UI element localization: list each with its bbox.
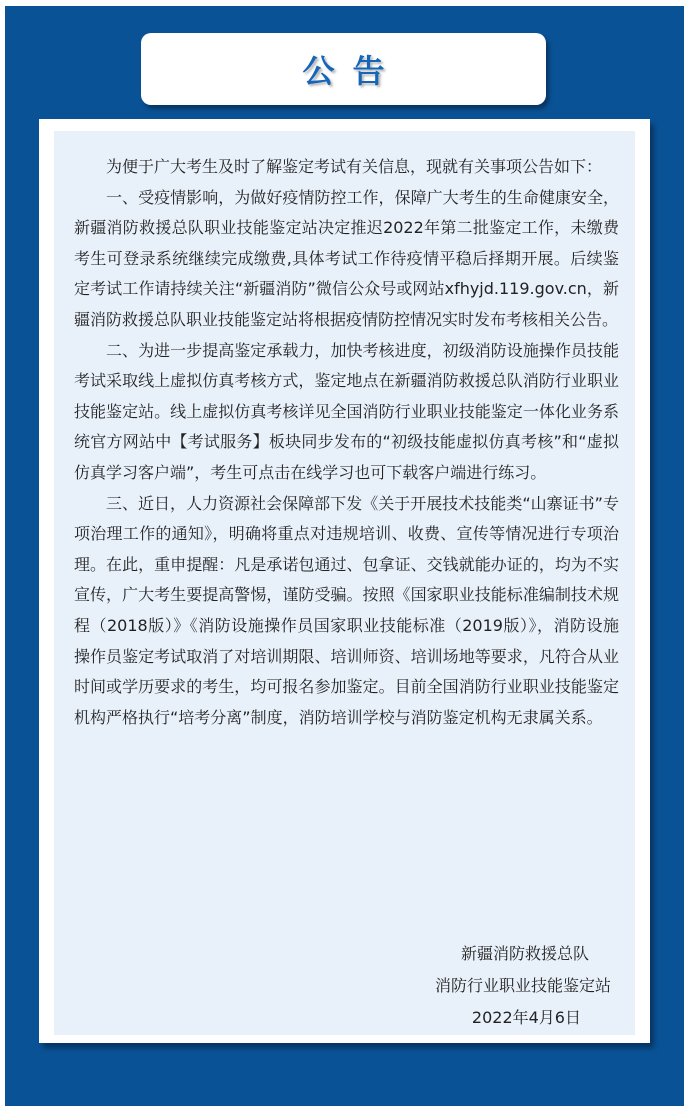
intro-paragraph: 为便于广大考生及时了解鉴定考试有关信息，现就有关事项公告如下： [106,157,603,176]
notice-item-3: 三、近日，人力资源社会保障部下发《关于开展技术技能类“山寨证书”专项治理工作的通知》，明确将重点对违规培训、收费、宣传等情况进行专项治理。在此，重申提醒：凡是承诺包通过、包拿证、交钱就能办证的，均为不实宣传，广大考生要提高警惕，谨防受骗。按照《国家职业技能标准编制技术规程（2018版）》《消防设施操作员国家职业技能标准（2019版）》，消防设施操作员鉴定考试取消了对培训期限、培训师资、培训场地等要求，凡符合从业时间或学历要求的考生，均可报名参加鉴定。目前全国消防行业职业技能鉴定机构严格执行“培考分离”制度，消防培训学校与消防鉴定机构无隶属关系。 [74,493,619,727]
notice-panel [54,131,635,1035]
notice-card [39,119,650,1043]
page-title: 公告 [302,52,403,90]
notice-body [74,152,619,733]
notice-item-1: 一、受疫情影响，为做好疫情防控工作，保障广大考生的生命健康安全，新疆消防救援总队职业技能鉴定站决定推迟2022年第二批鉴定工作，未缴费考生可登录系统继续完成缴费,具体考试工作待疫情平稳后择期开展。后续鉴定考试工作请持续关注“新疆消防”微信公众号或网站xfhyjd.119.gov.cn，新疆消防救援总队职业技能鉴定站将根据疫情防控情况实时发布考核相关公告。 [74,187,619,329]
signature-date: 2022年4月6日 [471,1008,581,1027]
signature-station: 消防行业职业技能鉴定站 [434,976,611,995]
signature-organization: 新疆消防救援总队 [460,944,589,963]
signature-block [435,938,611,1034]
title-banner [141,33,546,105]
notice-item-2: 二、为进一步提高鉴定承载力，加快考核进度，初级消防设施操作员技能考试采取线上虚拟仿真考核方式，鉴定地点在新疆消防救援总队消防行业职业技能鉴定站。线上虚拟仿真考核详见全国消防行业职业技能鉴定一体化业务系统官方网站中【考试服务】板块同步发布的“初级技能虚拟仿真考核”和“虚拟仿真学习客户端”，考生可点击在线学习也可下载客户端进行练习。 [74,340,619,482]
